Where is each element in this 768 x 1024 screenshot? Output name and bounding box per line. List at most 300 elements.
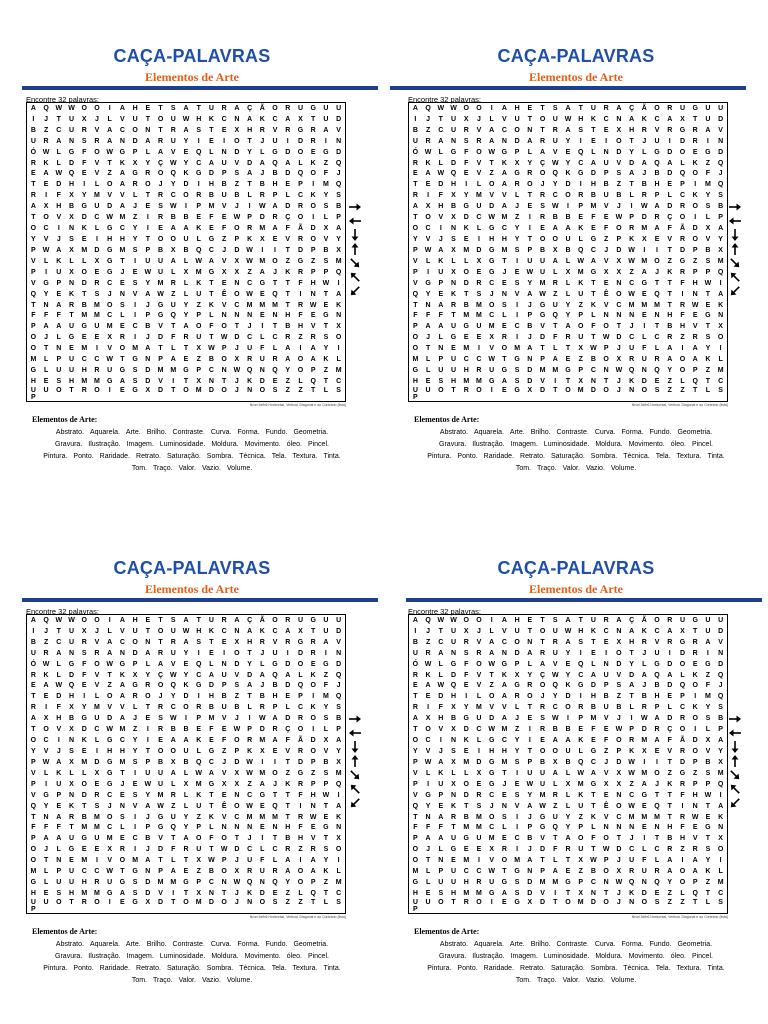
grid-letter: K bbox=[68, 802, 75, 810]
grid-letter: Z bbox=[578, 356, 583, 364]
grid-letter: P bbox=[31, 323, 36, 331]
grid-letter: N bbox=[629, 824, 635, 832]
grid-letter: X bbox=[451, 780, 456, 788]
grid-letter: R bbox=[158, 192, 164, 200]
grid-letter: C bbox=[170, 192, 176, 200]
grid-letter: Y bbox=[145, 279, 151, 287]
grid-letter: N bbox=[234, 312, 240, 320]
grid-letter: U bbox=[540, 257, 546, 265]
grid-letter: L bbox=[107, 627, 112, 635]
grid-letter: R bbox=[285, 104, 291, 112]
grid-letter: T bbox=[234, 835, 240, 843]
grid-letter: F bbox=[171, 334, 176, 342]
grid-letter: G bbox=[539, 824, 546, 832]
grid-letter: L bbox=[183, 257, 189, 265]
grid-letter: L bbox=[183, 802, 189, 810]
grid-letter: E bbox=[476, 268, 482, 276]
wordlist-word: Valor. bbox=[562, 977, 580, 984]
grid-letter: T bbox=[693, 898, 698, 906]
grid-letter: G bbox=[310, 616, 316, 624]
grid-letter: M bbox=[463, 824, 470, 832]
grid-letter: T bbox=[591, 279, 596, 287]
grid-letter: D bbox=[450, 159, 457, 167]
grid-letter: N bbox=[527, 356, 533, 364]
grid-letter: V bbox=[667, 748, 673, 756]
grid-letter: T bbox=[285, 813, 290, 821]
grid-letter: A bbox=[56, 649, 62, 657]
grid-letter: K bbox=[667, 268, 673, 276]
grid-letter: L bbox=[464, 769, 469, 777]
grid-letter: N bbox=[438, 345, 444, 353]
grid-letter: F bbox=[680, 279, 685, 287]
grid-letter: V bbox=[221, 301, 227, 309]
grid-letter: K bbox=[463, 225, 469, 233]
grid-letter: M bbox=[335, 367, 342, 375]
grid-letter: D bbox=[438, 693, 444, 701]
wordlist-word: Vazio. bbox=[585, 977, 605, 984]
grid-letter: L bbox=[489, 115, 494, 123]
grid-letter: N bbox=[590, 378, 596, 386]
grid-letter: C bbox=[107, 312, 113, 320]
grid-letter: G bbox=[297, 126, 304, 134]
grid-letter: Ó bbox=[30, 148, 37, 156]
grid-letter: I bbox=[45, 704, 48, 712]
grid-letter: V bbox=[158, 835, 163, 843]
grid-letter: S bbox=[323, 257, 329, 265]
grid-letter: B bbox=[552, 214, 558, 222]
grid-letter: X bbox=[489, 846, 494, 854]
grid-letter: W bbox=[615, 367, 623, 375]
grid-letter: O bbox=[272, 104, 278, 112]
grid-letter: Q bbox=[30, 802, 37, 810]
grid-letter: E bbox=[120, 791, 125, 799]
wordlist-word: Tela. bbox=[655, 453, 671, 460]
grid-letter: R bbox=[94, 279, 100, 287]
grid-letter: J bbox=[158, 181, 163, 189]
grid-letter: I bbox=[516, 813, 519, 821]
grid-letter: E bbox=[603, 638, 609, 646]
grid-letter: Q bbox=[272, 671, 278, 679]
grid-letter: I bbox=[681, 857, 684, 865]
grid-letter: R bbox=[30, 192, 36, 200]
grid-letter: U bbox=[654, 137, 660, 145]
grid-letter: E bbox=[667, 693, 673, 701]
grid-letter: U bbox=[450, 835, 457, 843]
grid-letter: T bbox=[705, 802, 711, 810]
wordlist-line bbox=[384, 441, 768, 448]
grid-letter: U bbox=[552, 301, 558, 309]
grid-letter: Y bbox=[323, 345, 329, 353]
grid-letter: N bbox=[616, 791, 622, 799]
grid-letter: G bbox=[501, 148, 508, 156]
grid-letter: C bbox=[590, 246, 596, 254]
grid-letter: N bbox=[616, 279, 622, 287]
grid-letter: T bbox=[591, 126, 596, 134]
grid-letter: F bbox=[298, 279, 303, 287]
grid-letter: D bbox=[81, 214, 87, 222]
grid-letter: T bbox=[31, 301, 36, 309]
grid-letter: O bbox=[272, 257, 278, 265]
grid-letter: V bbox=[107, 704, 112, 712]
grid-letter: P bbox=[247, 726, 252, 734]
wordlist-word: Gravura. bbox=[439, 441, 467, 448]
grid-letter: E bbox=[425, 693, 431, 701]
grid-letter: I bbox=[185, 715, 187, 723]
grid-letter: O bbox=[412, 345, 419, 353]
wordlist-word: Movimento. bbox=[244, 953, 281, 960]
grid-letter: N bbox=[718, 137, 724, 145]
grid-letter: I bbox=[274, 758, 276, 766]
wordlist-line bbox=[0, 441, 384, 448]
grid-letter: A bbox=[438, 649, 444, 657]
grid-letter: C bbox=[654, 846, 660, 854]
grid-letter: R bbox=[297, 780, 303, 788]
grid-letter: N bbox=[527, 638, 533, 646]
grid-letter: A bbox=[718, 290, 724, 298]
grid-letter: N bbox=[247, 824, 253, 832]
grid-letter: V bbox=[718, 638, 723, 646]
grid-letter: P bbox=[31, 780, 36, 788]
grid-letter: A bbox=[438, 246, 444, 254]
grid-letter: E bbox=[31, 170, 36, 178]
grid-letter: N bbox=[425, 301, 431, 309]
grid-letter: V bbox=[120, 115, 125, 123]
grid-letter: R bbox=[68, 301, 75, 309]
grid-letter: P bbox=[692, 879, 698, 887]
grid-letter: W bbox=[233, 214, 241, 222]
grid-letter: K bbox=[438, 257, 444, 265]
arrow-down-icon bbox=[728, 740, 742, 754]
grid-letter: Y bbox=[565, 159, 571, 167]
grid-letter: M bbox=[641, 769, 648, 777]
grid-letter: V bbox=[413, 769, 418, 777]
wordlist-word: Brilho. bbox=[530, 429, 551, 436]
grid-letter: L bbox=[298, 378, 303, 386]
grid-letter: L bbox=[43, 879, 49, 887]
grid-letter: N bbox=[336, 137, 342, 145]
grid-letter: T bbox=[183, 857, 189, 865]
grid-letter: P bbox=[603, 857, 609, 865]
grid-letter: L bbox=[591, 824, 596, 832]
grid-letter: L bbox=[438, 148, 443, 156]
grid-letter: J bbox=[655, 268, 659, 276]
grid-letter: W bbox=[602, 846, 610, 854]
grid-letter: Y bbox=[552, 693, 558, 701]
grid-letter: I bbox=[248, 715, 251, 723]
grid-letter: O bbox=[145, 693, 151, 701]
grid-letter: B bbox=[463, 813, 469, 821]
grid-letter: G bbox=[272, 148, 278, 156]
grid-letter: H bbox=[450, 890, 457, 898]
grid-letter: X bbox=[221, 268, 227, 276]
grid-letter: Z bbox=[285, 257, 290, 265]
grid-letter: Q bbox=[335, 693, 342, 701]
grid-letter: K bbox=[718, 301, 724, 309]
grid-letter: E bbox=[259, 290, 265, 298]
grid-letter: L bbox=[323, 386, 329, 394]
grid-letter: R bbox=[540, 649, 546, 657]
grid-letter: P bbox=[718, 214, 723, 222]
grid-letter: V bbox=[616, 159, 622, 167]
grid-letter: D bbox=[489, 715, 495, 723]
grid-letter: M bbox=[628, 301, 635, 309]
grid-letter: B bbox=[170, 726, 176, 734]
grid-letter: A bbox=[323, 638, 329, 646]
grid-letter: U bbox=[132, 115, 138, 123]
grid-letter: U bbox=[68, 868, 75, 876]
grid-letter: K bbox=[323, 868, 329, 876]
grid-letter: P bbox=[310, 780, 316, 788]
grid-letter: L bbox=[56, 334, 61, 342]
grid-letter: O bbox=[30, 225, 37, 233]
grid-letter: I bbox=[108, 386, 111, 394]
grid-letter: T bbox=[31, 181, 36, 189]
grid-letter: L bbox=[132, 704, 138, 712]
grid-letter: R bbox=[285, 126, 291, 134]
wordlist-word: Geometria. bbox=[677, 429, 713, 436]
grid-letter: Z bbox=[680, 334, 685, 342]
grid-letter: T bbox=[667, 246, 672, 254]
grid-letter: J bbox=[426, 627, 431, 635]
wordlist-word: Abstrato. bbox=[439, 429, 468, 436]
grid-letter: J bbox=[527, 301, 532, 309]
grid-letter: N bbox=[450, 225, 457, 233]
grid-letter: L bbox=[43, 257, 49, 265]
grid-letter: J bbox=[629, 835, 634, 843]
grid-letter: M bbox=[704, 693, 711, 701]
grid-letter: S bbox=[196, 126, 202, 134]
grid-letter: A bbox=[718, 802, 724, 810]
grid-letter: Y bbox=[552, 181, 558, 189]
grid-letter: O bbox=[565, 386, 571, 394]
grid-letter: Z bbox=[514, 214, 520, 222]
grid-letter: Q bbox=[195, 660, 202, 668]
grid-letter: E bbox=[94, 268, 100, 276]
grid-letter: Y bbox=[413, 236, 418, 244]
arrow-up-left-icon bbox=[728, 270, 742, 284]
grid-letter: R bbox=[527, 682, 533, 690]
grid-letter: N bbox=[336, 312, 342, 320]
grid-letter: O bbox=[679, 879, 686, 887]
grid-letter: Z bbox=[667, 257, 672, 265]
wordlist-word: Pintura. bbox=[427, 453, 452, 460]
grid-letter: G bbox=[565, 367, 571, 375]
grid-letter: I bbox=[719, 791, 722, 799]
grid-letter: X bbox=[578, 378, 584, 386]
grid-letter: N bbox=[718, 824, 724, 832]
grid-letter: Y bbox=[285, 879, 291, 887]
grid-letter: I bbox=[146, 225, 149, 233]
grid-letter: Y bbox=[705, 704, 711, 712]
grid-letter: Q bbox=[246, 879, 253, 887]
grid-letter: S bbox=[81, 649, 87, 657]
grid-letter: P bbox=[680, 693, 685, 701]
grid-letter: W bbox=[704, 791, 712, 799]
grid-letter: T bbox=[540, 857, 545, 865]
grid-letter: E bbox=[158, 225, 163, 233]
grid-letter: L bbox=[94, 693, 100, 701]
wordlist-word: Vazio. bbox=[585, 465, 605, 472]
grid-letter: C bbox=[297, 704, 303, 712]
grid-letter: F bbox=[438, 704, 443, 712]
grid-letter: O bbox=[94, 148, 100, 156]
grid-letter: E bbox=[425, 890, 431, 898]
grid-letter: Y bbox=[183, 159, 189, 167]
grid-letter: H bbox=[654, 693, 660, 701]
grid-letter: L bbox=[591, 660, 596, 668]
grid-letter: G bbox=[450, 148, 457, 156]
grid-letter: T bbox=[31, 726, 36, 734]
grid-letter: G bbox=[68, 334, 75, 342]
grid-letter: X bbox=[69, 214, 74, 222]
grid-letter: V bbox=[654, 126, 660, 134]
grid-letter: S bbox=[81, 137, 87, 145]
wordlist-word: Vazio. bbox=[201, 977, 221, 984]
grid-letter: L bbox=[120, 824, 125, 832]
grid-letter: O bbox=[679, 214, 686, 222]
grid-letter: A bbox=[119, 682, 125, 690]
grid-letter: L bbox=[43, 868, 49, 876]
wordlist-word: Tela. bbox=[271, 453, 287, 460]
grid-letter: W bbox=[615, 879, 623, 887]
grid-letter: A bbox=[145, 649, 151, 657]
grid-letter: N bbox=[438, 857, 444, 865]
grid-letter: U bbox=[170, 649, 176, 657]
grid-letter: Ç bbox=[667, 726, 673, 734]
wordlist-word: Tinta. bbox=[707, 453, 725, 460]
grid-letter: J bbox=[642, 170, 647, 178]
grid-letter: K bbox=[692, 704, 698, 712]
grid-letter: Y bbox=[527, 791, 533, 799]
grid-letter: V bbox=[120, 192, 125, 200]
grid-letter: L bbox=[247, 192, 252, 200]
grid-letter: T bbox=[69, 898, 74, 906]
grid-letter: G bbox=[641, 791, 648, 799]
grid-letter: Y bbox=[183, 301, 189, 309]
grid-letter: W bbox=[488, 660, 495, 668]
grid-letter: Y bbox=[247, 148, 252, 156]
wordlist-word: Luminosidade. bbox=[159, 953, 206, 960]
grid-letter: A bbox=[247, 170, 253, 178]
grid-letter: E bbox=[654, 890, 660, 898]
grid-letter: I bbox=[414, 627, 417, 635]
grid-letter: F bbox=[464, 148, 469, 156]
arrow-right-icon bbox=[348, 712, 362, 726]
grid-letter: T bbox=[629, 693, 634, 701]
grid-letter: S bbox=[552, 616, 558, 624]
grid-letter: R bbox=[514, 181, 520, 189]
grid-letter: L bbox=[425, 879, 431, 887]
grid-letter: D bbox=[667, 715, 673, 723]
grid-letter: E bbox=[43, 181, 49, 189]
wordlist-line bbox=[0, 941, 384, 948]
grid-letter: O bbox=[272, 769, 278, 777]
grid-letter: E bbox=[285, 181, 291, 189]
grid-letter: R bbox=[196, 192, 202, 200]
grid-letter: E bbox=[705, 301, 711, 309]
grid-letter: I bbox=[223, 649, 226, 657]
grid-letter: M bbox=[641, 257, 648, 265]
grid-letter: M bbox=[488, 835, 495, 843]
grid-letter: P bbox=[413, 268, 418, 276]
grid-letter: I bbox=[516, 301, 519, 309]
grid-letter: U bbox=[450, 126, 457, 134]
grid-letter: L bbox=[565, 802, 571, 810]
grid-letter: C bbox=[81, 356, 87, 364]
grid-letter: E bbox=[514, 780, 520, 788]
grid-letter: V bbox=[310, 323, 316, 331]
grid-letter: J bbox=[438, 236, 443, 244]
grid-letter: Y bbox=[336, 236, 341, 244]
grid-letter: C bbox=[94, 868, 100, 876]
grid-letter: W bbox=[437, 104, 445, 112]
wordlist-word: Raridade. bbox=[99, 453, 131, 460]
grid-letter: S bbox=[120, 301, 125, 309]
grid-letter: U bbox=[629, 857, 635, 865]
grid-letter: N bbox=[145, 356, 151, 364]
grid-letter: U bbox=[412, 898, 418, 906]
grid-letter: R bbox=[285, 616, 291, 624]
grid-letter: B bbox=[590, 704, 596, 712]
grid-letter: I bbox=[197, 693, 200, 701]
grid-letter: U bbox=[170, 813, 176, 821]
grid-letter: T bbox=[578, 104, 583, 112]
arrow-down-icon bbox=[348, 228, 362, 242]
grid-letter: X bbox=[616, 268, 622, 276]
grid-letter: X bbox=[69, 780, 74, 788]
grid-letter: L bbox=[56, 671, 61, 679]
grid-letter: O bbox=[692, 748, 698, 756]
grid-letter: P bbox=[310, 879, 316, 887]
grid-letter: U bbox=[438, 879, 444, 887]
grid-letter: T bbox=[565, 378, 571, 386]
grid-letter: O bbox=[679, 868, 686, 876]
grid-letter: E bbox=[145, 104, 151, 112]
grid-letter: D bbox=[616, 334, 622, 342]
grid-letter: O bbox=[81, 616, 87, 624]
grid-letter: A bbox=[616, 104, 622, 112]
grid-letter: S bbox=[94, 290, 100, 298]
grid-letter: J bbox=[247, 323, 252, 331]
grid-letter: A bbox=[565, 737, 571, 745]
grid-letter: F bbox=[464, 671, 469, 679]
grid-letter: P bbox=[578, 203, 584, 211]
grid-letter: E bbox=[705, 813, 711, 821]
grid-letter: Y bbox=[81, 704, 87, 712]
grid-letter: W bbox=[322, 791, 330, 799]
grid-letter: V bbox=[476, 159, 482, 167]
grid-letter: T bbox=[591, 638, 596, 646]
grid-letter: A bbox=[336, 737, 342, 745]
grid-letter: X bbox=[451, 192, 456, 200]
grid-letter: P bbox=[654, 192, 660, 200]
grid-letter: L bbox=[451, 257, 456, 265]
credit-text: Nível 5#/b6 Horizontal, Vertical, Diagonal e ao Contrário (lista) bbox=[249, 915, 346, 919]
grid-letter: I bbox=[567, 715, 569, 723]
grid-letter: P bbox=[196, 824, 202, 832]
grid-letter: F bbox=[413, 312, 418, 320]
grid-letter: H bbox=[196, 627, 202, 635]
grid-letter: R bbox=[412, 704, 418, 712]
grid-letter: A bbox=[667, 115, 673, 123]
wordlist-word: Curva. bbox=[594, 429, 616, 436]
grid-letter: T bbox=[693, 627, 698, 635]
grid-letter: Z bbox=[323, 367, 329, 375]
grid-letter: Q bbox=[552, 682, 558, 690]
grid-letter: M bbox=[412, 356, 419, 364]
grid-letter: P bbox=[692, 367, 698, 375]
grid-letter: B bbox=[603, 181, 609, 189]
